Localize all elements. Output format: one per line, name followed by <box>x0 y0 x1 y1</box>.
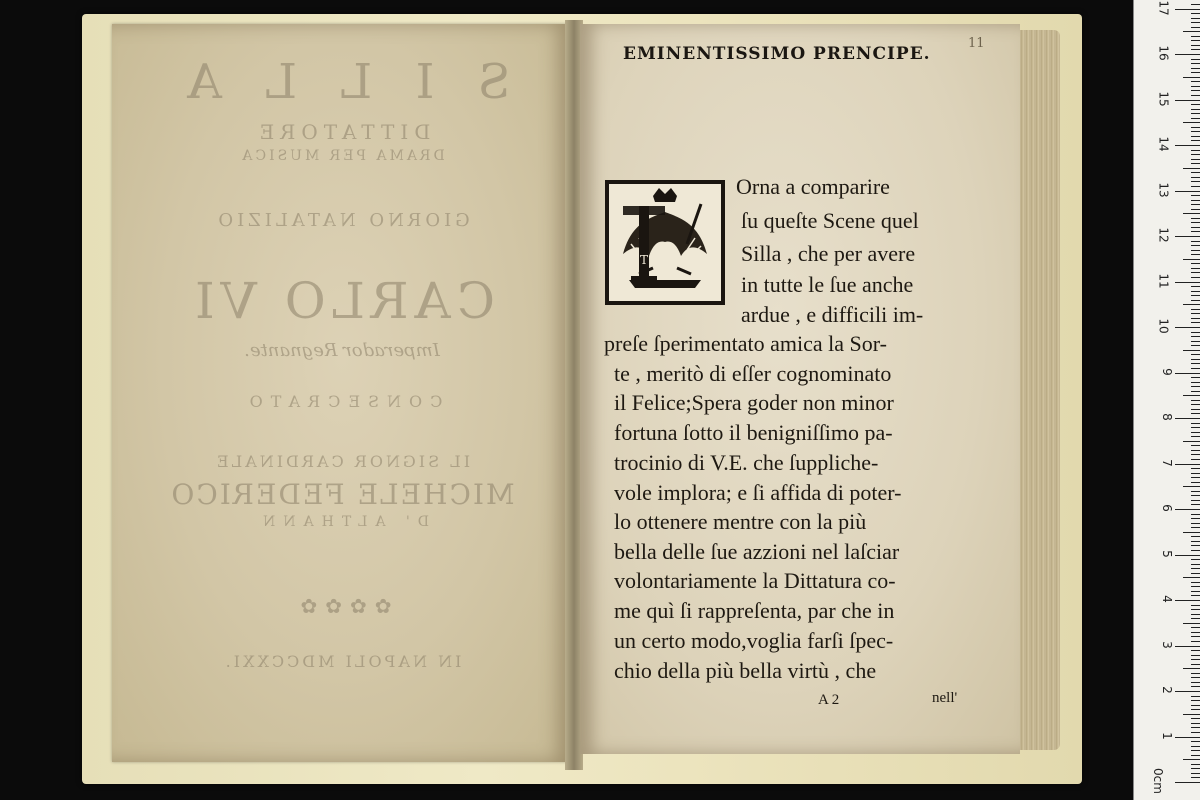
ruler-tick <box>1191 72 1200 73</box>
ruler-tick <box>1191 354 1200 355</box>
page-edges <box>1020 30 1060 750</box>
ruler-tick <box>1191 568 1200 569</box>
ruler-tick <box>1191 27 1200 28</box>
ruler-tick <box>1191 241 1200 242</box>
ruler-tick <box>1191 541 1200 542</box>
ruler-label: 1 <box>1160 731 1175 740</box>
ruler-tick <box>1191 482 1200 483</box>
ruler-tick <box>1183 441 1200 442</box>
ruler-tick <box>1183 759 1200 760</box>
ruler-tick <box>1191 459 1200 460</box>
ruler-tick <box>1175 691 1200 692</box>
ruler-tick <box>1191 709 1200 710</box>
ruler-label: 12 <box>1156 227 1171 243</box>
text-line: preſe ſperimentato amica la Sor- <box>604 331 887 356</box>
ruler-tick <box>1191 231 1200 232</box>
ghost-line: Imperador Regnante. <box>244 340 440 361</box>
ruler-tick <box>1191 514 1200 515</box>
ruler-tick <box>1191 95 1200 96</box>
ruler-tick <box>1183 395 1200 396</box>
ruler-tick <box>1191 59 1200 60</box>
ruler-label: 4 <box>1160 595 1175 603</box>
text-line: volontariamente la Dittatura co- <box>614 568 896 593</box>
ruler-tick <box>1191 764 1200 765</box>
ruler-label: 14 <box>1156 136 1171 152</box>
measurement-ruler <box>1133 0 1200 800</box>
ruler-tick <box>1191 186 1200 187</box>
ruler-tick <box>1191 468 1200 469</box>
ruler-tick <box>1183 259 1200 260</box>
ghost-line: CONSECRATO <box>241 392 443 411</box>
ruler-tick <box>1191 181 1200 182</box>
ghost-line: S I L L A <box>173 54 511 110</box>
ruler-tick <box>1191 313 1200 314</box>
ruler-tick <box>1191 195 1200 196</box>
ruler-tick <box>1191 586 1200 587</box>
ruler-tick <box>1191 172 1200 173</box>
ruler-tick <box>1191 723 1200 724</box>
ruler-tick <box>1191 322 1200 323</box>
ruler-tick <box>1191 177 1200 178</box>
ruler-tick <box>1183 168 1200 169</box>
ruler-tick <box>1191 86 1200 87</box>
ruler-tick <box>1191 382 1200 383</box>
ruler-tick <box>1191 664 1200 665</box>
ruler-tick <box>1191 718 1200 719</box>
text-line: in tutte le ſue anche <box>741 272 914 297</box>
ruler-tick <box>1191 341 1200 342</box>
ruler-tick <box>1175 282 1200 283</box>
ruler-tick <box>1191 559 1200 560</box>
ruler-tick <box>1191 268 1200 269</box>
ruler-tick <box>1191 404 1200 405</box>
ruler-tick <box>1191 445 1200 446</box>
ruler-label: 3 <box>1160 640 1175 649</box>
ruler-tick <box>1183 714 1200 715</box>
ruler-label: 5 <box>1160 549 1175 558</box>
ruler-tick <box>1191 286 1200 287</box>
ruler-tick <box>1191 632 1200 633</box>
eagle-initial-icon <box>609 184 721 301</box>
ruler-tick <box>1191 755 1200 756</box>
text-line: me quì ſi rappreſenta, par che in <box>614 598 895 623</box>
ruler-tick <box>1191 491 1200 492</box>
ruler-tick <box>1191 332 1200 333</box>
ruler-tick <box>1183 623 1200 624</box>
ruler-tick <box>1191 518 1200 519</box>
ruler-tick <box>1191 700 1200 701</box>
ruler-tick <box>1191 222 1200 223</box>
ruler-tick <box>1191 609 1200 610</box>
ruler-tick <box>1183 31 1200 32</box>
ruler-tick <box>1191 136 1200 137</box>
ruler-tick <box>1183 122 1200 123</box>
ruler-tick <box>1191 49 1200 50</box>
ruler-tick <box>1191 209 1200 210</box>
ruler-tick <box>1191 272 1200 273</box>
ruler-label: 9 <box>1160 367 1175 376</box>
ruler-tick <box>1175 54 1200 55</box>
ruler-tick <box>1183 77 1200 78</box>
ruler-tick <box>1191 732 1200 733</box>
ruler-tick <box>1191 413 1200 414</box>
ruler-tick <box>1191 109 1200 110</box>
ruler-tick <box>1191 618 1200 619</box>
ruler-tick <box>1191 227 1200 228</box>
ruler-tick <box>1191 40 1200 41</box>
ruler-tick <box>1175 327 1200 328</box>
text-line: chio della più bella virtù , che <box>614 658 877 683</box>
ruler-tick <box>1191 727 1200 728</box>
ruler-tick <box>1191 409 1200 410</box>
ruler-tick <box>1191 696 1200 697</box>
ruler-tick <box>1191 595 1200 596</box>
text-line: ardue , e difficili im- <box>741 302 924 327</box>
text-line: ſu queſte Scene quel <box>741 208 919 233</box>
ruler-tick <box>1191 573 1200 574</box>
folio-mark: 11 <box>968 36 985 51</box>
ruler-tick <box>1191 250 1200 251</box>
ruler-tick <box>1191 427 1200 428</box>
ruler-tick <box>1191 150 1200 151</box>
ruler-tick <box>1191 659 1200 660</box>
ruler-tick <box>1191 450 1200 451</box>
ruler-label: 8 <box>1160 413 1175 421</box>
text-line: te , meritò di eſſer cognominato <box>614 361 892 386</box>
ruler-tick <box>1191 45 1200 46</box>
ruler-tick <box>1191 564 1200 565</box>
ruler-tick <box>1191 277 1200 278</box>
ruler-tick <box>1191 363 1200 364</box>
ruler-tick <box>1191 741 1200 742</box>
text-line: un certo modo,voglia farſi ſpec- <box>614 628 894 653</box>
ruler-tick <box>1191 140 1200 141</box>
ruler-tick <box>1191 655 1200 656</box>
ruler-tick <box>1175 236 1200 237</box>
ruler-tick <box>1175 509 1200 510</box>
ruler-tick <box>1191 423 1200 424</box>
ruler-tick <box>1191 118 1200 119</box>
ruler-tick <box>1175 9 1200 10</box>
ruler-label: 2 <box>1160 686 1175 694</box>
text-line: fortuna ſotto il benigniſſimo pa- <box>614 420 893 445</box>
ruler-tick <box>1191 777 1200 778</box>
ghost-line: GIORNO NATALIZIO <box>214 210 470 231</box>
ghost-line: CARLO VI <box>189 272 495 330</box>
ruler-tick <box>1191 159 1200 160</box>
ruler-tick <box>1175 145 1200 146</box>
ruler-tick <box>1191 682 1200 683</box>
ruler-tick <box>1191 523 1200 524</box>
ruler-label: 16 <box>1156 45 1171 61</box>
ruler-tick <box>1191 131 1200 132</box>
ruler-tick <box>1191 768 1200 769</box>
ruler-tick <box>1191 368 1200 369</box>
ruler-tick <box>1191 263 1200 264</box>
ruler-tick <box>1191 746 1200 747</box>
ruler-tick <box>1191 22 1200 23</box>
ruler-tick <box>1191 245 1200 246</box>
ruler-tick <box>1175 191 1200 192</box>
ruler-tick <box>1191 591 1200 592</box>
ruler-tick <box>1191 13 1200 14</box>
ruler-tick <box>1183 577 1200 578</box>
ruler-tick <box>1175 373 1200 374</box>
ruler-tick <box>1175 600 1200 601</box>
ruler-tick <box>1175 464 1200 465</box>
ruler-tick <box>1191 686 1200 687</box>
ruler-label: 10 <box>1156 318 1171 334</box>
ruler-label: 15 <box>1156 90 1171 107</box>
ruler-tick <box>1175 737 1200 738</box>
ruler-tick <box>1191 432 1200 433</box>
ruler-label: 0cm <box>1151 768 1166 794</box>
ruler-tick <box>1191 391 1200 392</box>
ruler-tick <box>1191 68 1200 69</box>
ghost-line: IN NAPOLI MDCCXXI. <box>222 652 462 671</box>
ruler-tick <box>1191 750 1200 751</box>
ruler-tick <box>1191 81 1200 82</box>
ruler-tick <box>1191 104 1200 105</box>
ruler-tick <box>1183 486 1200 487</box>
signature-mark: A 2 <box>818 692 840 708</box>
text-line: Silla , che per avere <box>741 241 916 266</box>
ruler-tick <box>1191 773 1200 774</box>
left-page <box>112 24 572 762</box>
ruler-tick <box>1191 614 1200 615</box>
ruler-tick <box>1191 204 1200 205</box>
ruler-tick <box>1191 495 1200 496</box>
ruler-tick <box>1191 386 1200 387</box>
ruler-tick <box>1191 582 1200 583</box>
text-line: trocinio di V.E. che ſuppliche- <box>614 450 879 475</box>
ruler-tick <box>1175 782 1200 783</box>
ruler-label: 6 <box>1160 504 1175 512</box>
ruler-label: 7 <box>1160 458 1175 467</box>
ruler-tick <box>1191 309 1200 310</box>
text-line: Orna a comparire <box>736 174 890 199</box>
ruler-tick <box>1183 532 1200 533</box>
ruler-tick <box>1191 113 1200 114</box>
woodcut-initial <box>605 180 725 305</box>
ruler-tick <box>1191 377 1200 378</box>
ghost-line: IL SIGNOR CARDINALE <box>213 452 471 471</box>
ruler-tick <box>1191 454 1200 455</box>
ruler-tick <box>1191 300 1200 301</box>
ruler-tick <box>1183 350 1200 351</box>
ruler-tick <box>1191 545 1200 546</box>
ruler-tick <box>1191 500 1200 501</box>
ruler-tick <box>1191 705 1200 706</box>
ruler-tick <box>1191 677 1200 678</box>
ruler-tick <box>1191 200 1200 201</box>
ruler-tick <box>1191 605 1200 606</box>
ruler-tick <box>1191 504 1200 505</box>
ruler-tick <box>1191 127 1200 128</box>
ruler-tick <box>1191 254 1200 255</box>
ruler-tick <box>1191 63 1200 64</box>
ghost-line: MICHELE FEDERICO <box>169 478 515 511</box>
ruler-tick <box>1191 36 1200 37</box>
ruler-tick <box>1175 555 1200 556</box>
ruler-tick <box>1191 18 1200 19</box>
ruler-tick <box>1191 477 1200 478</box>
ruler-tick <box>1191 336 1200 337</box>
ruler-tick <box>1191 636 1200 637</box>
ruler-tick <box>1191 154 1200 155</box>
ruler-tick <box>1191 218 1200 219</box>
ruler-tick <box>1191 345 1200 346</box>
ruler-label: 11 <box>1156 272 1171 289</box>
ruler-tick <box>1191 473 1200 474</box>
text-line: il Felice;Spera goder non minor <box>614 390 894 415</box>
text-line: bella delle ſue azzioni nel laſciar <box>614 539 900 564</box>
ruler-tick <box>1191 318 1200 319</box>
ruler-tick <box>1191 436 1200 437</box>
ghost-line: DITTATORE <box>253 120 431 144</box>
initial-letter: T <box>639 253 649 267</box>
ruler-tick <box>1191 527 1200 528</box>
ruler-tick <box>1191 163 1200 164</box>
ruler-label: 13 <box>1156 181 1171 198</box>
ruler-tick <box>1191 627 1200 628</box>
ruler-tick <box>1183 213 1200 214</box>
ruler-tick <box>1191 295 1200 296</box>
ruler-label: 17 <box>1156 0 1171 16</box>
ruler-tick <box>1191 90 1200 91</box>
ruler-tick <box>1191 673 1200 674</box>
ruler-tick <box>1191 4 1200 5</box>
text-line: lo ottenere mentre con la più <box>614 509 867 534</box>
ruler-tick <box>1191 400 1200 401</box>
ruler-tick <box>1191 291 1200 292</box>
text-line: vole implora; e ſi affida di poter- <box>614 480 902 505</box>
ruler-tick <box>1191 550 1200 551</box>
ruler-tick <box>1191 359 1200 360</box>
catchword: nell' <box>932 690 958 706</box>
ruler-tick <box>1191 650 1200 651</box>
ruler-tick <box>1191 536 1200 537</box>
ruler-tick <box>1183 304 1200 305</box>
ruler-tick <box>1183 668 1200 669</box>
ghost-line: D' ALTHANN <box>255 514 429 530</box>
ornament: ✿✿✿✿ <box>292 594 392 618</box>
ruler-tick <box>1191 641 1200 642</box>
ruler-tick <box>1175 418 1200 419</box>
ruler-tick <box>1175 100 1200 101</box>
ghost-line: DRAMA PER MUSICA <box>239 148 445 164</box>
page-header: EMINENTISSIMO PRENCIPE. <box>623 44 931 64</box>
ruler-tick <box>1175 646 1200 647</box>
